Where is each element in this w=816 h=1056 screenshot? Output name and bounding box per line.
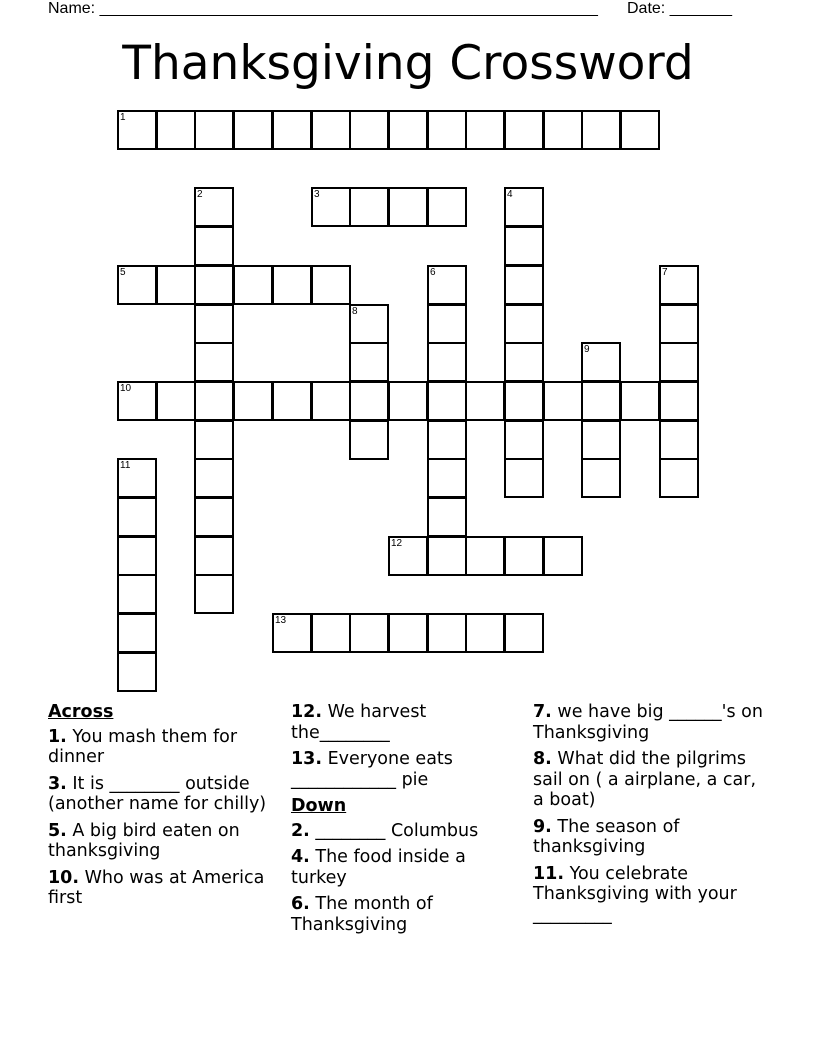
- grid-cell[interactable]: [194, 342, 234, 382]
- grid-cell[interactable]: [388, 110, 428, 150]
- grid-cell[interactable]: [272, 613, 312, 653]
- grid-cell[interactable]: [194, 497, 234, 537]
- name-blank: ________________________________________________________: [99, 0, 598, 17]
- grid-cell[interactable]: [427, 613, 467, 653]
- grid-cell[interactable]: [233, 110, 273, 150]
- grid-cell[interactable]: [194, 265, 234, 305]
- grid-cell[interactable]: [427, 420, 467, 460]
- grid-cell[interactable]: [388, 536, 428, 576]
- clue-down-9: 9. The season of thanksgiving: [533, 816, 680, 857]
- clue-number: 8: [352, 306, 358, 317]
- grid-cell[interactable]: [311, 613, 351, 653]
- grid-cell[interactable]: [349, 187, 389, 227]
- grid-cell[interactable]: [465, 613, 505, 653]
- grid-cell[interactable]: [504, 381, 544, 421]
- grid-cell[interactable]: [388, 381, 428, 421]
- grid-cell[interactable]: [581, 342, 621, 382]
- clue-across-12: 12. We harvest the________: [291, 702, 427, 743]
- grid-cell[interactable]: [504, 458, 544, 498]
- clue-number: 12: [391, 538, 403, 549]
- grid-cell[interactable]: [349, 420, 389, 460]
- grid-cell[interactable]: [117, 265, 157, 305]
- across-heading: Across: [48, 702, 114, 722]
- date-label: Date:: [627, 0, 670, 17]
- grid-cell[interactable]: [233, 265, 273, 305]
- grid-cell[interactable]: [543, 381, 583, 421]
- grid-cell[interactable]: [504, 536, 544, 576]
- clue-across-13: 13. Everyone eats ____________ pie: [291, 749, 453, 790]
- clue-down-11: 11. You celebrate Thanksgiving with your _________: [533, 863, 737, 925]
- grid-cell[interactable]: [465, 110, 505, 150]
- grid-cell[interactable]: [311, 381, 351, 421]
- clue-number: 11: [120, 460, 131, 471]
- grid-cell[interactable]: [194, 226, 234, 266]
- grid-cell[interactable]: [194, 187, 234, 227]
- grid-cell[interactable]: [311, 187, 351, 227]
- grid-cell[interactable]: [659, 304, 699, 344]
- clue-number: 2: [197, 189, 203, 200]
- grid-cell[interactable]: [659, 458, 699, 498]
- grid-cell[interactable]: [349, 342, 389, 382]
- clue-down-6: 6. The month of Thanksgiving: [291, 894, 433, 935]
- grid-cell[interactable]: [272, 265, 312, 305]
- grid-cell[interactable]: [194, 304, 234, 344]
- grid-cell[interactable]: [117, 536, 157, 576]
- clue-down-7: 7. we have big ______'s on Thanksgiving: [533, 702, 763, 743]
- clue-number: 1: [120, 112, 126, 123]
- grid-cell[interactable]: [620, 381, 660, 421]
- clue-across-5: 5. A big bird eaten on thanksgiving: [48, 820, 240, 861]
- grid-cell[interactable]: [504, 613, 544, 653]
- grid-cell[interactable]: [659, 381, 699, 421]
- clue-number: 5: [120, 267, 126, 278]
- grid-cell[interactable]: [117, 613, 157, 653]
- clue-down-8: 8. What did the pilgrims sail on ( a airplane, a car, a boat): [533, 749, 757, 810]
- grid-cell[interactable]: [194, 381, 234, 421]
- grid-cell[interactable]: [194, 458, 234, 498]
- clue-number: 13: [275, 615, 287, 626]
- grid-cell[interactable]: [504, 187, 544, 227]
- grid-cell[interactable]: [427, 304, 467, 344]
- grid-cell[interactable]: [349, 613, 389, 653]
- down-heading: Down: [291, 796, 347, 816]
- clue-across-1: 1. You mash them for dinner: [48, 726, 238, 767]
- grid-cell[interactable]: [427, 458, 467, 498]
- grid-cell[interactable]: [117, 458, 157, 498]
- grid-cell[interactable]: [194, 420, 234, 460]
- grid-cell[interactable]: [581, 458, 621, 498]
- grid-cell[interactable]: [659, 265, 699, 305]
- grid-cell[interactable]: [349, 110, 389, 150]
- grid-cell[interactable]: [504, 420, 544, 460]
- grid-cell[interactable]: [156, 381, 196, 421]
- grid-cell[interactable]: [388, 613, 428, 653]
- grid-cell[interactable]: [194, 536, 234, 576]
- grid-cell[interactable]: [504, 265, 544, 305]
- grid-cell[interactable]: [117, 110, 157, 150]
- grid-cell[interactable]: [427, 110, 467, 150]
- grid-cell[interactable]: [659, 342, 699, 382]
- grid-cell[interactable]: [427, 381, 467, 421]
- grid-cell[interactable]: [388, 187, 428, 227]
- clue-across-3: 3. It is ________ outside (another name for chilly): [48, 773, 267, 814]
- clue-number: 9: [584, 344, 590, 355]
- clue-number: 3: [314, 189, 320, 200]
- clue-down-4: 4. The food inside a turkey: [291, 847, 466, 888]
- grid-cell[interactable]: [117, 652, 157, 692]
- clues-column-2: [291, 702, 521, 935]
- grid-cell[interactable]: [233, 381, 273, 421]
- grid-cell[interactable]: [504, 304, 544, 344]
- grid-cell[interactable]: [272, 381, 312, 421]
- grid-cell[interactable]: [581, 381, 621, 421]
- grid-cell[interactable]: [427, 497, 467, 537]
- grid-cell[interactable]: [156, 265, 196, 305]
- grid-cell[interactable]: [194, 110, 234, 150]
- grid-cell[interactable]: [156, 110, 196, 150]
- grid-cell[interactable]: [581, 110, 621, 150]
- clue-number: 6: [430, 267, 436, 278]
- grid-cell[interactable]: [194, 574, 234, 614]
- grid-cell[interactable]: [311, 110, 351, 150]
- grid-cell[interactable]: [117, 574, 157, 614]
- clue-number: 7: [662, 267, 668, 278]
- grid-cell[interactable]: [427, 342, 467, 382]
- grid-cell[interactable]: [117, 381, 157, 421]
- grid-cell[interactable]: [504, 110, 544, 150]
- clue-number: 4: [507, 189, 513, 200]
- name-label: Name:: [48, 0, 100, 17]
- grid-cell[interactable]: [311, 265, 351, 305]
- grid-cell[interactable]: [504, 342, 544, 382]
- clue-number: 10: [120, 383, 132, 394]
- grid-cell[interactable]: [659, 420, 699, 460]
- grid-cell[interactable]: [581, 420, 621, 460]
- grid-cell[interactable]: [349, 381, 389, 421]
- grid-cell[interactable]: [427, 536, 467, 576]
- grid-cell[interactable]: [427, 265, 467, 305]
- grid-cell[interactable]: [504, 226, 544, 266]
- grid-cell[interactable]: [543, 536, 583, 576]
- page-title: Thanksgiving Crossword: [122, 36, 694, 91]
- clues-column-1: [48, 702, 278, 909]
- grid-cell[interactable]: [117, 497, 157, 537]
- grid-cell[interactable]: [427, 187, 467, 227]
- date-blank: _______: [669, 0, 732, 17]
- grid-cell[interactable]: [465, 536, 505, 576]
- clue-across-10: 10. Who was at America first: [48, 867, 265, 908]
- clue-down-2: 2. ________ Columbus: [291, 820, 479, 841]
- grid-cell[interactable]: [620, 110, 660, 150]
- clues-column-3: [533, 702, 768, 925]
- grid-cell[interactable]: [272, 110, 312, 150]
- grid-cell[interactable]: [543, 110, 583, 150]
- grid-cell[interactable]: [465, 381, 505, 421]
- grid-cell[interactable]: [349, 304, 389, 344]
